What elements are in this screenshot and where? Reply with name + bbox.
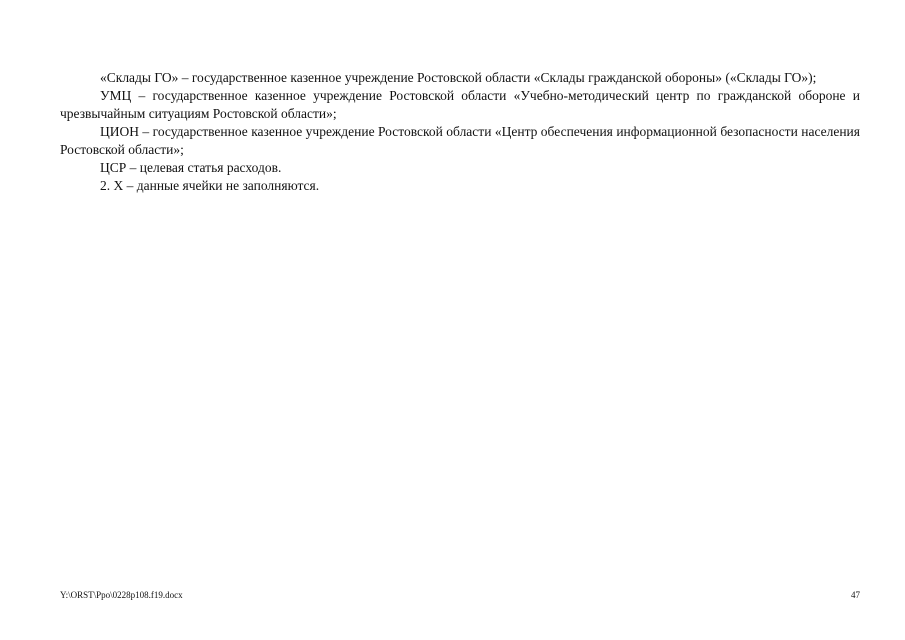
paragraph-umc: УМЦ – государственное казенное учреждение Ростовской области «Учебно-методический центр по гражданской обороне и чрезвычайным ситуациям Ростовской области»;	[60, 88, 860, 121]
paragraph-note-2: 2. X – данные ячейки не заполняются.	[100, 178, 320, 193]
footer-file-path: Y:\ORST\Ppo\0228p108.f19.docx	[60, 590, 183, 600]
paragraph-cion: ЦИОН – государственное казенное учреждение Ростовской области «Центр обеспечения информационной безопасности населения Ростовской области»;	[60, 124, 860, 157]
page-number: 47	[851, 590, 860, 600]
paragraph-sklady-go: «Склады ГО» – государственное казенное учреждение Ростовской области «Склады гражданской обороны» («Склады ГО»);	[100, 70, 817, 85]
paragraph-csr: ЦСР – целевая статья расходов.	[100, 160, 282, 175]
document-body	[60, 69, 860, 195]
